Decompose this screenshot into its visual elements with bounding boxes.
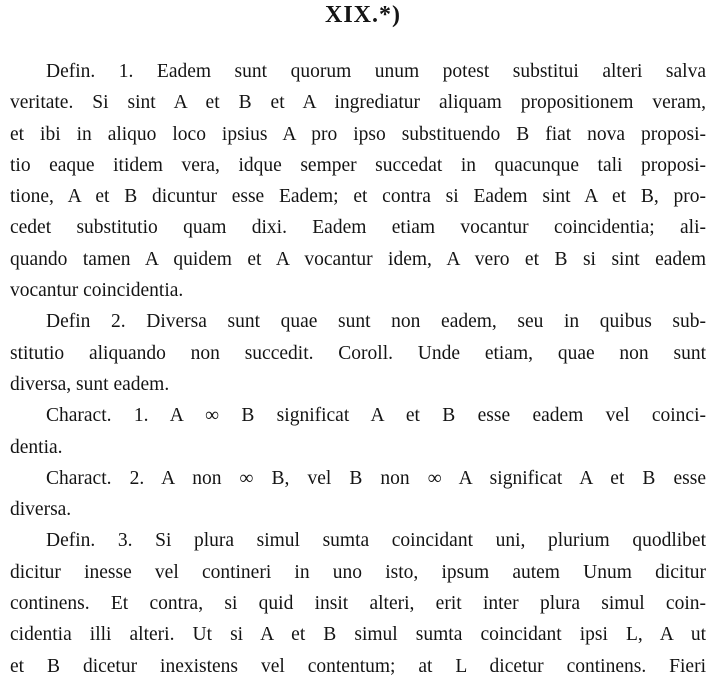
text-line: diversa. (10, 499, 72, 521)
text-line: et B dicetur inexistens vel contentum; at L dicetur continens. Fieri (10, 655, 706, 677)
text-line: dicitur inesse vel contineri in uno isto, ipsum autem Unum dicitur (10, 561, 706, 583)
text-line: Charact. 1. A ∞ B significat A et B esse eadem vel coinci- (46, 405, 706, 427)
text-line: dentia. (10, 436, 63, 458)
text-line: Charact. 2. A non ∞ B, vel B non ∞ A significat A et B esse (46, 467, 706, 489)
title-text: XIX.*) (325, 2, 401, 28)
text-line: continens. Et contra, si quid insit alteri, erit inter plura simul coin- (10, 593, 706, 615)
text-line: diversa, sunt eadem. (10, 373, 170, 395)
text-line: et ibi in aliquo loco ipsius A pro ipso substituendo B fiat nova proposi- (10, 123, 706, 145)
body-text (0, 36, 706, 682)
section-title (10, 0, 716, 36)
text-line: quando tamen A quidem et A vocantur idem, A vero et B si sint eadem (10, 248, 706, 270)
text-line: Defin. 1. Eadem sunt quorum unum potest substitui alteri salva (46, 61, 706, 82)
text-line: tione, A et B dicuntur esse Eadem; et contra si Eadem sint A et B, pro- (10, 186, 706, 208)
text-line: Defin. 3. Si plura simul sumta coincidant uni, plurium quodlibet (46, 530, 706, 552)
text-line: stitutio aliquando non succedit. Coroll. Unde etiam, quae non sunt (10, 342, 706, 364)
text-line: cidentia illi alteri. Ut si A et B simul sumta coincidant ipsi L, A ut (10, 624, 706, 646)
text-line: veritate. Si sint A et B et A ingrediatur aliquam propositionem veram, (10, 92, 706, 114)
text-line: cedet substitutio quam dixi. Eadem etiam vocantur coincidentia; ali- (10, 217, 706, 239)
text-line: Defin 2. Diversa sunt quae sunt non eadem, seu in quibus sub- (46, 311, 706, 333)
text-line: vocantur coincidentia. (10, 280, 184, 302)
text-line: tio eaque itidem vera, idque semper succedat in quacunque tali proposi- (10, 154, 706, 176)
